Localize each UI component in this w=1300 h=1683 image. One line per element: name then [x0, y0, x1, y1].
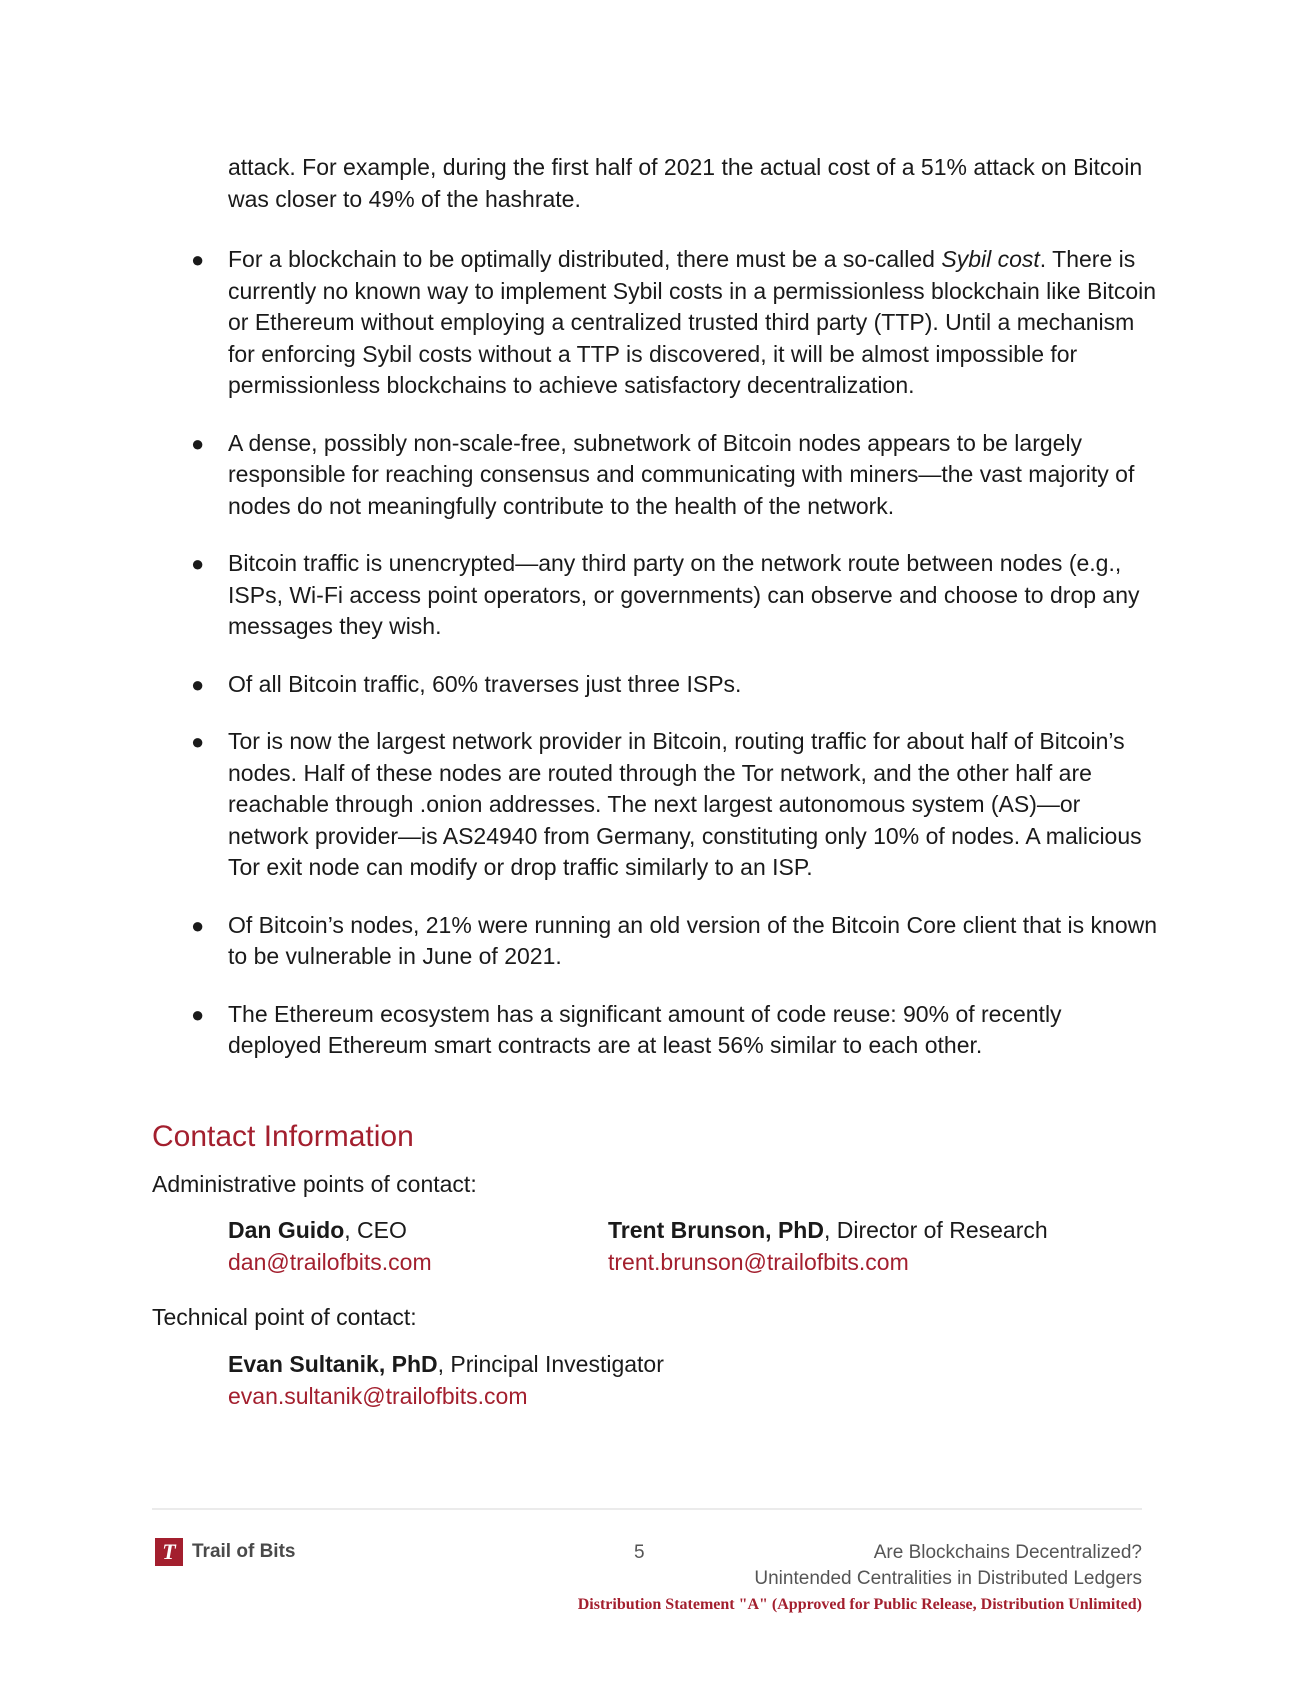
bullet-icon: ●: [191, 247, 205, 272]
sybil-cost-term: Sybil cost: [941, 246, 1040, 272]
bullet-icon: ●: [191, 430, 205, 456]
list-item: ● Tor is now the largest network provider in Bitcoin, routing traffic for about half of Bitcoin’s nodes. Half of these nodes are routed through the Tor network, and the other half are reachable through .onion addresses. The next largest autonomous system (AS)—or network provider—is AS24940 from Germany, constituting only 10% of nodes. A malicious Tor exit node can modify or drop traffic similarly to an ISP.: [191, 728, 1142, 880]
list-item: ● A dense, possibly non-scale-free, subnetwork of Bitcoin nodes appears to be largely responsible for reaching consensus and communicating with miners—the vast majority of nodes do not meaningfully contribute to the health of the network.: [191, 429, 1135, 519]
report-subtitle: Unintended Centralities in Distributed Ledgers: [754, 1568, 1142, 1589]
admin-contacts-label: Administrative points of contact:: [152, 1171, 477, 1197]
list-item: ● Of all Bitcoin traffic, 60% traverses just three ISPs.: [190, 669, 1158, 701]
bullet-icon: ●: [191, 1001, 205, 1027]
email-link[interactable]: trent.brunson@trailofbits.com: [608, 1248, 909, 1275]
contact-name: Dan Guido: [228, 1217, 345, 1243]
findings-list: [190, 244, 1158, 1088]
tech-contact-label: Technical point of contact:: [152, 1304, 417, 1330]
contact-name: Evan Sultanik, PhD: [228, 1351, 438, 1377]
bullet-icon: ●: [191, 671, 205, 697]
contact-trent-brunson: [608, 1215, 1048, 1278]
email-link[interactable]: evan.sultanik@trailofbits.com: [228, 1382, 528, 1409]
contact-role: , Director of Research: [823, 1217, 1048, 1243]
list-item: ● For a blockchain to be optimally distributed, there must be a so-called Sybil cost. There is currently no known way to implement Sybil costs in a permissionless blockchain like Bitcoin or Ethereum without employing a centralized trusted third party (TTP). Until a mechanism for enforcing Sybil costs without a TTP is discovered, it will be almost impossible for permissionless blockchains to achieve satisfactory decentralization.: [191, 246, 1157, 398]
report-title: Are Blockchains Decentralized?: [873, 1542, 1142, 1563]
contact-heading: Contact Information: [152, 1120, 414, 1153]
contact-name: Trent Brunson, PhD: [608, 1217, 824, 1243]
list-item: ● Bitcoin traffic is unencrypted—any third party on the network route between nodes (e.g., ISPs, Wi-Fi access point operators, or governments) can observe and choose to drop any messages they wish.: [191, 550, 1140, 639]
contact-role: , CEO: [344, 1217, 407, 1243]
bullet-icon: ●: [191, 729, 205, 754]
intro-continuation: attack. For example, during the first half of 2021 the actual cost of a 51% attack on Bitcoin was closer to 49% of the hashrate.: [228, 154, 1143, 212]
footer-logo: [155, 1538, 295, 1566]
footer-divider: [152, 1508, 1142, 1510]
list-item: ● The Ethereum ecosystem has a significant amount of code reuse: 90% of recently deployed Ethereum smart contracts are at least 56% similar to each other.: [191, 1000, 1062, 1058]
distribution-statement: Distribution Statement "A" (Approved for Public Release, Distribution Unlimited): [577, 1596, 1142, 1613]
trail-of-bits-logo-icon: T: [155, 1538, 183, 1566]
contact-role: , Principal Investigator: [437, 1351, 664, 1377]
page-number: 5: [634, 1542, 645, 1563]
logo-text: Trail of Bits: [192, 1541, 296, 1562]
contact-dan-guido: [228, 1215, 432, 1278]
bullet-icon: ●: [191, 912, 205, 938]
email-link[interactable]: dan@trailofbits.com: [228, 1248, 432, 1275]
bullet-icon: ●: [191, 551, 205, 576]
list-item: ● Of Bitcoin’s nodes, 21% were running an old version of the Bitcoin Core client that is known to be vulnerable in June of 2021.: [191, 911, 1158, 969]
contact-evan-sultanik: [228, 1349, 664, 1412]
